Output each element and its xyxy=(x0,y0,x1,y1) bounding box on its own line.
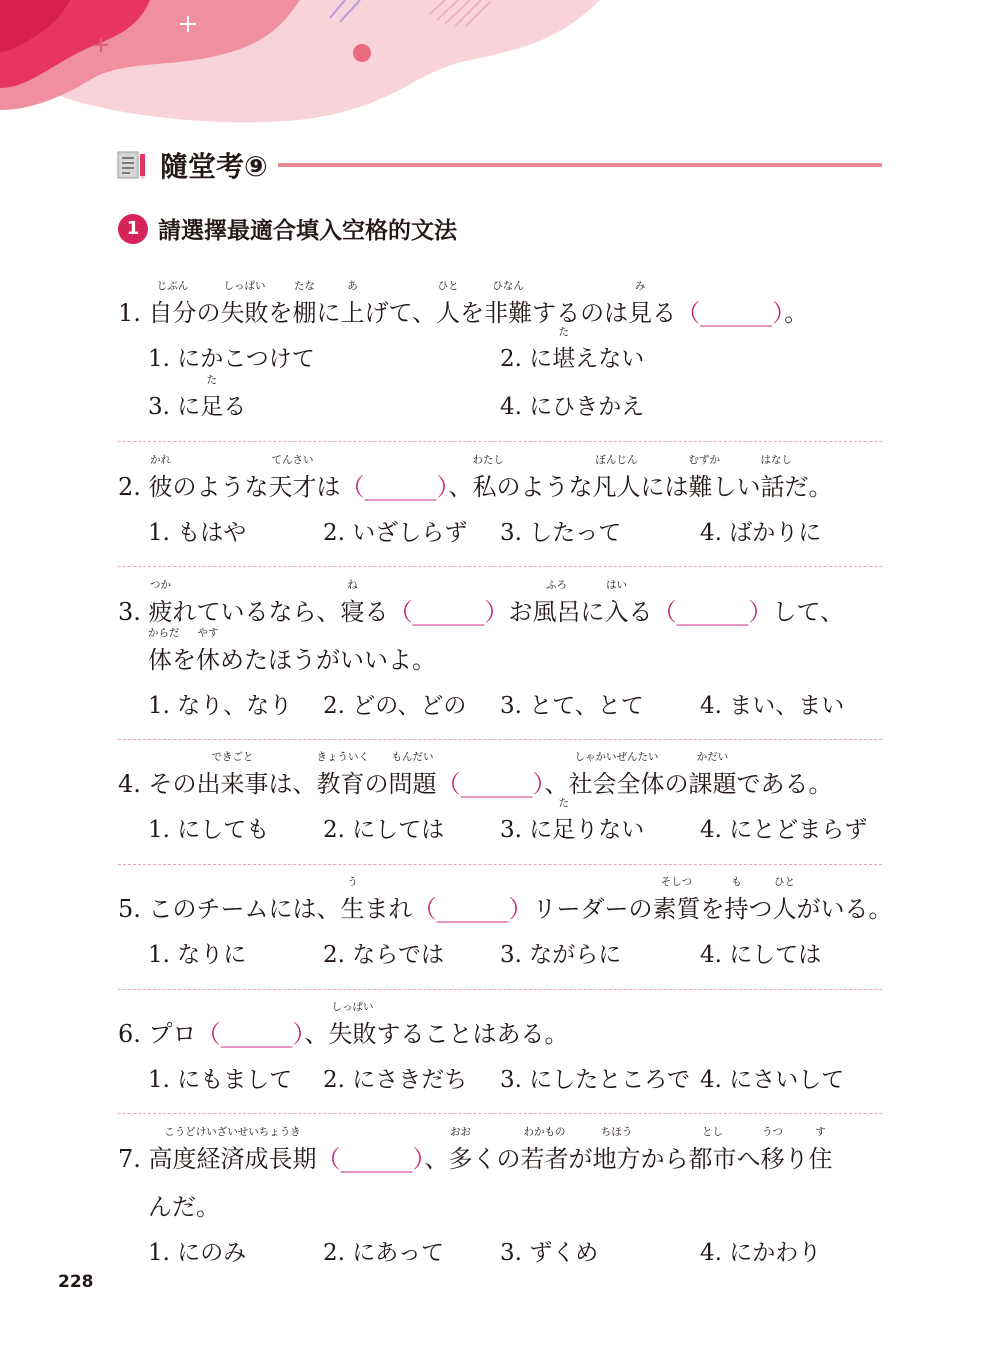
furigana: ぼんじん xyxy=(595,454,638,466)
question-1: 1. 自分 じぶん の失敗 しっぱい を棚 たな に上 あ げて、人 ひと を非難 ひなん するのは見 み る（______）。 1. にかこつけて 2. に堪 た えない 3. に足 た る 4. にひきかえ xyxy=(118,296,882,424)
option-4[interactable]: 4. にさいして xyxy=(700,1067,845,1093)
option-4[interactable]: 4. ばかりに xyxy=(700,520,822,546)
option-3[interactable]: 3. に足 た る xyxy=(148,374,247,420)
furigana: むずか xyxy=(688,454,721,466)
furigana: とし xyxy=(702,1126,724,1138)
furigana: わたし xyxy=(472,454,505,466)
option-2[interactable]: 2. ならでは xyxy=(323,942,445,968)
answer-blank[interactable]: （______） xyxy=(340,473,449,501)
section-number-badge: 1 xyxy=(118,214,148,244)
furigana: ね xyxy=(347,579,358,591)
question-3: 3. 疲 つか れているなら、寝 ね る（______）お風呂 ふろ に入 はい る（______）して、 体 からだ を休 やす めたほうがいいよ。 1. なり、なり 2. どの、どの 3. とて、とて 4. まい、まい xyxy=(118,595,882,723)
furigana: はなし xyxy=(760,454,793,466)
answer-blank[interactable]: （______） xyxy=(196,1020,305,1048)
options xyxy=(118,516,882,550)
furigana: つか xyxy=(150,579,172,591)
furigana: からだ xyxy=(148,627,180,639)
furigana: ひと xyxy=(437,280,459,292)
options xyxy=(118,689,882,723)
question-number: 2. xyxy=(118,473,141,501)
furigana: ふろ xyxy=(546,579,568,591)
section-heading xyxy=(118,212,457,245)
section-title: 請選擇最適合填入空格的文法 xyxy=(158,218,457,244)
furigana: た xyxy=(558,326,570,338)
option-1[interactable]: 1. もはや xyxy=(148,520,247,546)
furigana: おお xyxy=(450,1126,472,1138)
furigana: しっぱい xyxy=(223,280,266,292)
option-2[interactable]: 2. にあって xyxy=(323,1240,445,1266)
answer-blank[interactable]: （______） xyxy=(652,598,773,626)
furigana: ひと xyxy=(774,876,796,888)
question-number: 4. xyxy=(118,770,141,798)
question-number: 7. xyxy=(118,1145,141,1173)
furigana: う xyxy=(347,876,358,888)
question-separator xyxy=(118,864,882,865)
header-decoration xyxy=(0,0,600,140)
option-2[interactable]: 2. にさきだち xyxy=(323,1067,468,1093)
page-number: 228 xyxy=(58,1272,94,1292)
question-4: 4. その出来事 できごと は、教育 きょういく の問題 もんだい （______）、社会全体 しゃかいぜんたい の課題 かだい である。 1. にしても 2. にしては 3. に足 た りない 4. にとどまらず xyxy=(118,767,882,847)
option-1[interactable]: 1. なり、なり xyxy=(148,693,293,719)
furigana: やす xyxy=(197,627,219,639)
question-number: 6. xyxy=(118,1020,141,1048)
option-4[interactable]: 4. にかわり xyxy=(700,1240,822,1266)
option-4[interactable]: 4. にとどまらず xyxy=(700,817,868,843)
answer-blank[interactable]: （______） xyxy=(388,598,509,626)
question-number: 3. xyxy=(118,598,141,626)
question-separator xyxy=(118,989,882,990)
option-2[interactable]: 2. にしては xyxy=(323,817,445,843)
furigana: も xyxy=(731,876,742,888)
furigana: じぶん xyxy=(156,280,189,292)
answer-blank[interactable]: （______） xyxy=(316,1145,425,1173)
furigana: あ xyxy=(347,280,358,292)
furigana: しゃかいぜんたい xyxy=(574,751,659,763)
option-2[interactable]: 2. に堪 た えない xyxy=(500,326,645,372)
furigana: うつ xyxy=(762,1126,784,1138)
furigana: す xyxy=(815,1126,826,1138)
option-3[interactable]: 3. ずくめ xyxy=(500,1240,599,1266)
option-1[interactable]: 1. にかこつけて xyxy=(148,346,315,372)
question-7: 7. 高度経済成長期 こうどけいざいせいちょうき （______）、多 おお くの若者 わかもの が地方 ちほう から都市 とし へ移 うつ り住 す んだ。 1. にのみ 2. にあって 3. ずくめ 4. にかわり xyxy=(118,1142,882,1270)
furigana: できごと xyxy=(211,751,254,763)
title-rule xyxy=(278,163,882,167)
question-6: 6. プロ（______）、失敗 しっぱい することはある。 1. にもまして 2. にさきだち 3. にしたところで 4. にさいして xyxy=(118,1017,882,1097)
options xyxy=(118,1063,882,1097)
question-number: 5. xyxy=(118,895,141,923)
answer-blank[interactable]: （______） xyxy=(412,895,533,923)
question-separator xyxy=(118,739,882,740)
question-separator xyxy=(118,441,882,442)
option-4[interactable]: 4. まい、まい xyxy=(700,693,845,719)
question-2: 2. 彼 かれ のような天才 てんさい は（______）、私 わたし のような凡人 ぼんじん には難 むずか しい話 はなし だ。 1. もはや 2. いざしらず 3. したって 4. ばかりに xyxy=(118,470,882,550)
question-5: 5. このチームには、生 う まれ（______）リーダーの素質 そしつ を持 も つ人 ひと がいる。 1. なりに 2. ならでは 3. ながらに 4. にしては xyxy=(118,892,882,972)
furigana: こうどけいざいせいちょうき xyxy=(164,1126,301,1138)
quiz-title-row xyxy=(116,145,882,185)
option-2[interactable]: 2. どの、どの xyxy=(323,693,467,719)
options xyxy=(118,1236,882,1270)
furigana: た xyxy=(206,374,218,386)
option-1[interactable]: 1. にしても xyxy=(148,817,270,843)
question-number: 1. xyxy=(118,299,141,327)
furigana: かだい xyxy=(696,751,729,763)
question-separator xyxy=(118,566,882,567)
furigana: み xyxy=(634,280,646,292)
question-separator xyxy=(118,1113,882,1114)
furigana: ひなん xyxy=(492,280,524,292)
option-3[interactable]: 3. に足 た りない xyxy=(500,797,645,843)
option-1[interactable]: 1. なりに xyxy=(148,942,247,968)
page-title: 隨堂考⑨ xyxy=(160,150,268,183)
option-3[interactable]: 3. とて、とて xyxy=(500,693,644,719)
option-4[interactable]: 4. にしては xyxy=(700,942,822,968)
furigana: はい xyxy=(606,579,628,591)
option-3[interactable]: 3. ながらに xyxy=(500,942,622,968)
options xyxy=(118,938,882,972)
furigana: かれ xyxy=(150,454,172,466)
furigana: ちほう xyxy=(600,1126,633,1138)
answer-blank[interactable]: （______） xyxy=(436,770,545,798)
furigana: た xyxy=(558,797,570,809)
furigana: もんだい xyxy=(391,751,434,763)
furigana: しっぱい xyxy=(331,1001,374,1013)
options xyxy=(118,326,882,424)
furigana: わかもの xyxy=(523,1126,566,1138)
furigana: てんさい xyxy=(271,454,314,466)
option-3[interactable]: 3. にしたところで xyxy=(500,1067,691,1093)
option-4[interactable]: 4. にひきかえ xyxy=(500,394,645,420)
option-1[interactable]: 1. にのみ xyxy=(148,1240,247,1266)
option-3[interactable]: 3. したって xyxy=(500,520,622,546)
furigana: そしつ xyxy=(660,876,693,888)
test-paper-icon xyxy=(116,148,150,182)
furigana: たな xyxy=(294,280,316,292)
furigana: きょういく xyxy=(316,751,370,763)
option-2[interactable]: 2. いざしらず xyxy=(323,520,468,546)
answer-blank[interactable]: （______） xyxy=(676,299,785,327)
option-1[interactable]: 1. にもまして xyxy=(148,1067,293,1093)
